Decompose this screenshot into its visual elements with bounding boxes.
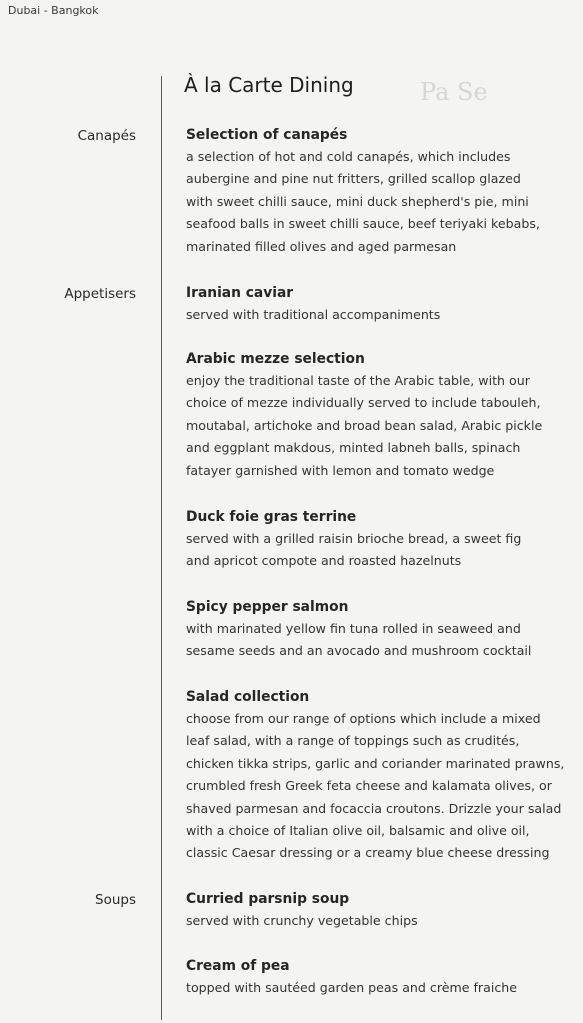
description-line: choice of mezze individually served to include tabouleh, — [186, 395, 541, 411]
description-line: with a choice of Italian olive oil, balsamic and olive oil, — [186, 823, 530, 839]
description-line: seafood balls in sweet chilli sauce, beef teriyaki kebabs, — [186, 216, 540, 232]
description-line: crumbled fresh Greek feta cheese and kalamata olives, or — [186, 778, 552, 794]
description-line: and apricot compote and roasted hazelnuts — [186, 553, 462, 569]
dish-name: Spicy pepper salmon — [186, 599, 349, 615]
dish-curried-parsnip-soup — [186, 888, 566, 932]
bleed-through-title: Pa Se — [420, 78, 488, 106]
dish-name: Duck foie gras terrine — [186, 509, 357, 525]
dish-name: Iranian caviar — [186, 285, 294, 301]
description-line: served with traditional accompaniments — [186, 307, 441, 322]
description-line: a selection of hot and cold canapés, which includes — [186, 149, 511, 164]
description-line: chicken tikka strips, garlic and coriander marinated prawns, — [186, 755, 565, 771]
description-line: fatayer garnished with lemon and tomato wedge — [186, 462, 495, 478]
description-line: and eggplant makdous, minted labneh balls, spinach — [186, 440, 521, 456]
description-line: enjoy the traditional taste of the Arabic table, with our — [186, 373, 530, 388]
section-label-canapes: Canapés — [77, 128, 136, 144]
section-label-appetisers: Appetisers — [64, 286, 136, 302]
dish-description — [186, 370, 566, 482]
dish-spicy-pepper-salmon — [186, 596, 566, 663]
description-line: leaf salad, with a range of toppings such as crudités, — [186, 733, 520, 749]
description-line: choose from our range of options which include a mixed — [186, 711, 541, 726]
dish-description — [186, 618, 566, 663]
description-line: classic Caesar dressing or a creamy blue cheese dressing — [186, 845, 550, 861]
dish-description — [186, 146, 566, 258]
description-line: aubergine and pine nut fritters, grilled scallop glazed — [186, 171, 521, 187]
description-line: moutabal, artichoke and broad bean salad, Arabic pickle — [186, 417, 543, 433]
description-line: marinated filled olives and aged parmesan — [186, 238, 457, 254]
description-line: served with a grilled raisin brioche bread, a sweet fig — [186, 531, 522, 546]
dish-description — [186, 708, 566, 865]
dish-name: Selection of canapés — [186, 127, 348, 143]
dish-cream-of-pea — [186, 955, 566, 999]
dish-name: Cream of pea — [186, 958, 290, 974]
dish-selection-of-canapes — [186, 124, 566, 258]
description-line: shaved parmesan and focaccia croutons. Drizzle your salad — [186, 800, 562, 816]
dish-salad-collection — [186, 686, 566, 865]
dish-name: Arabic mezze selection — [186, 351, 365, 367]
dish-description — [186, 528, 566, 573]
description-line: with marinated yellow fin tuna rolled in seaweed and — [186, 621, 521, 636]
route-header: Dubai - Bangkok — [8, 4, 99, 17]
dish-iranian-caviar — [186, 282, 566, 326]
dish-arabic-mezze-selection — [186, 348, 566, 482]
description-line: served with crunchy vegetable chips — [186, 913, 418, 928]
dish-name: Curried parsnip soup — [186, 891, 350, 907]
dish-duck-foie-gras-terrine — [186, 506, 566, 573]
section-label-soups: Soups — [95, 892, 136, 908]
dish-description — [186, 977, 566, 999]
description-line: topped with sautéed garden peas and crème fraiche — [186, 980, 517, 995]
description-line: sesame seeds and an avocado and mushroom cocktail — [186, 643, 532, 659]
menu-title: À la Carte Dining — [184, 73, 354, 97]
dish-name: Salad collection — [186, 689, 310, 705]
dish-description — [186, 910, 566, 932]
dish-description — [186, 304, 566, 326]
description-line: with sweet chilli sauce, mini duck shepherd's pie, mini — [186, 193, 529, 209]
divider-line — [161, 76, 162, 1020]
